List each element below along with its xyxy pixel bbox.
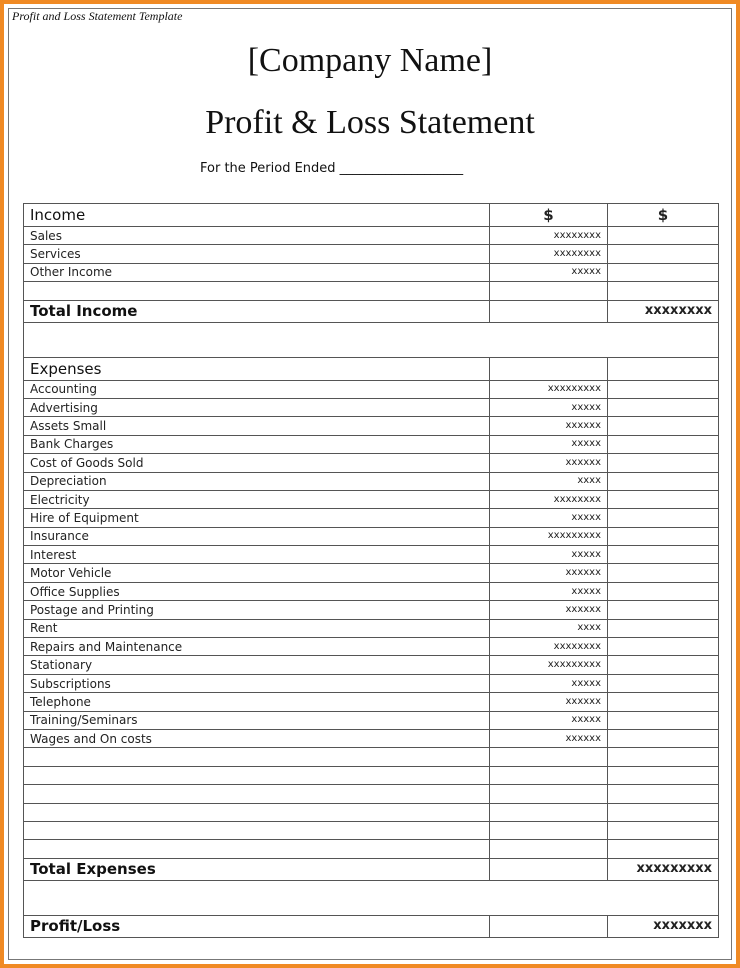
line-amount: xxxxx	[490, 711, 608, 729]
line-label: Subscriptions	[24, 674, 490, 692]
blank-cell	[608, 748, 719, 766]
profit-loss-label: Profit/Loss	[24, 915, 490, 937]
spacer-row	[24, 322, 719, 357]
total-expenses-row	[24, 858, 719, 880]
expense-row	[24, 619, 719, 637]
blank-cell	[24, 748, 490, 766]
spacer-cell	[24, 880, 719, 915]
blank-cell	[24, 785, 490, 803]
expense-row	[24, 674, 719, 692]
expense-row	[24, 546, 719, 564]
income-heading: Income	[24, 204, 490, 227]
line-label: Other Income	[24, 263, 490, 281]
line-amount: xxxxx	[490, 674, 608, 692]
total-cell	[608, 546, 719, 564]
line-amount: xxxxx	[490, 546, 608, 564]
total-income-amount: xxxxxxxx	[608, 300, 719, 322]
line-amount: xxxxxxxx	[490, 245, 608, 263]
line-amount: xxxxxxxxx	[490, 527, 608, 545]
blank-row	[24, 766, 719, 784]
blank-cell	[608, 785, 719, 803]
blank-cell	[24, 282, 490, 300]
total-cell	[608, 693, 719, 711]
expense-row	[24, 564, 719, 582]
blank-cell	[608, 282, 719, 300]
blank-cell	[490, 282, 608, 300]
expense-row	[24, 582, 719, 600]
blank-cell	[608, 821, 719, 839]
total-cell	[608, 509, 719, 527]
line-label: Advertising	[24, 398, 490, 416]
expense-row	[24, 472, 719, 490]
total-cell	[608, 729, 719, 747]
line-amount: xxxxx	[490, 398, 608, 416]
expense-row	[24, 490, 719, 508]
line-amount: xxxx	[490, 472, 608, 490]
blank-row	[24, 840, 719, 858]
line-amount: xxxxx	[490, 582, 608, 600]
income-row	[24, 245, 719, 263]
blank-cell	[490, 840, 608, 858]
line-label: Office Supplies	[24, 582, 490, 600]
blank-cell	[24, 840, 490, 858]
total-cell	[608, 263, 719, 281]
period-label: For the Period Ended ___________________	[200, 161, 464, 176]
blank-cell	[608, 803, 719, 821]
statement-table	[23, 203, 719, 938]
blank-cell	[490, 858, 608, 880]
line-label: Electricity	[24, 490, 490, 508]
line-amount: xxxxxx	[490, 417, 608, 435]
line-label: Insurance	[24, 527, 490, 545]
expense-row	[24, 435, 719, 453]
total-cell	[608, 564, 719, 582]
line-label: Interest	[24, 546, 490, 564]
income-row	[24, 263, 719, 281]
total-cell	[608, 417, 719, 435]
currency-col1: $	[490, 204, 608, 227]
line-label: Repairs and Maintenance	[24, 638, 490, 656]
blank-cell	[608, 357, 719, 380]
expense-row	[24, 417, 719, 435]
income-header-row	[24, 204, 719, 227]
line-label: Accounting	[24, 380, 490, 398]
expenses-heading: Expenses	[24, 357, 490, 380]
total-cell	[608, 601, 719, 619]
line-label: Training/Seminars	[24, 711, 490, 729]
income-row	[24, 227, 719, 245]
line-amount: xxxxxxxx	[490, 490, 608, 508]
line-amount: xxxxxx	[490, 729, 608, 747]
blank-cell	[490, 357, 608, 380]
expense-row	[24, 656, 719, 674]
line-amount: xxxx	[490, 619, 608, 637]
total-cell	[608, 472, 719, 490]
line-label: Bank Charges	[24, 435, 490, 453]
total-cell	[608, 227, 719, 245]
blank-cell	[24, 821, 490, 839]
total-expenses-amount: xxxxxxxxx	[608, 858, 719, 880]
blank-cell	[490, 748, 608, 766]
blank-cell	[490, 785, 608, 803]
blank-cell	[490, 821, 608, 839]
total-cell	[608, 454, 719, 472]
line-label: Postage and Printing	[24, 601, 490, 619]
line-label: Cost of Goods Sold	[24, 454, 490, 472]
line-amount: xxxxxxxxx	[490, 380, 608, 398]
blank-cell	[608, 766, 719, 784]
line-label: Assets Small	[24, 417, 490, 435]
line-amount: xxxxx	[490, 263, 608, 281]
line-label: Rent	[24, 619, 490, 637]
total-cell	[608, 656, 719, 674]
line-amount: xxxxxxxx	[490, 227, 608, 245]
blank-row	[24, 282, 719, 300]
total-cell	[608, 398, 719, 416]
expense-row	[24, 638, 719, 656]
total-cell	[608, 638, 719, 656]
template-title: Profit and Loss Statement Template	[12, 9, 183, 23]
line-amount: xxxxx	[490, 435, 608, 453]
line-amount: xxxxxx	[490, 601, 608, 619]
blank-row	[24, 785, 719, 803]
expense-row	[24, 693, 719, 711]
profit-loss-row	[24, 915, 719, 937]
blank-cell	[24, 766, 490, 784]
blank-row	[24, 748, 719, 766]
total-cell	[608, 490, 719, 508]
total-income-label: Total Income	[24, 300, 490, 322]
blank-cell	[490, 915, 608, 937]
line-amount: xxxxxxxxx	[490, 656, 608, 674]
blank-cell	[24, 803, 490, 821]
total-cell	[608, 619, 719, 637]
expense-row	[24, 454, 719, 472]
line-label: Telephone	[24, 693, 490, 711]
blank-row	[24, 803, 719, 821]
expense-row	[24, 729, 719, 747]
total-cell	[608, 380, 719, 398]
total-cell	[608, 711, 719, 729]
expense-row	[24, 398, 719, 416]
company-name: [Company Name]	[247, 42, 493, 79]
spacer-row	[24, 880, 719, 915]
total-cell	[608, 435, 719, 453]
line-label: Hire of Equipment	[24, 509, 490, 527]
blank-cell	[490, 300, 608, 322]
expense-row	[24, 711, 719, 729]
expense-row	[24, 380, 719, 398]
line-label: Stationary	[24, 656, 490, 674]
expenses-header-row	[24, 357, 719, 380]
total-cell	[608, 527, 719, 545]
line-amount: xxxxxx	[490, 454, 608, 472]
total-expenses-label: Total Expenses	[24, 858, 490, 880]
blank-cell	[608, 840, 719, 858]
line-label: Depreciation	[24, 472, 490, 490]
line-amount: xxxxxx	[490, 693, 608, 711]
statement-title: Profit & Loss Statement	[205, 104, 535, 141]
expense-row	[24, 601, 719, 619]
line-label: Sales	[24, 227, 490, 245]
line-label: Services	[24, 245, 490, 263]
total-cell	[608, 245, 719, 263]
total-cell	[608, 674, 719, 692]
total-income-row	[24, 300, 719, 322]
blank-row	[24, 821, 719, 839]
line-amount: xxxxxx	[490, 564, 608, 582]
profit-loss-amount: xxxxxxx	[608, 915, 719, 937]
line-label: Motor Vehicle	[24, 564, 490, 582]
total-cell	[608, 582, 719, 600]
currency-col2: $	[608, 204, 719, 227]
blank-cell	[490, 766, 608, 784]
expense-row	[24, 509, 719, 527]
blank-cell	[490, 803, 608, 821]
line-amount: xxxxx	[490, 509, 608, 527]
line-label: Wages and On costs	[24, 729, 490, 747]
expense-row	[24, 527, 719, 545]
spacer-cell	[24, 322, 719, 357]
line-amount: xxxxxxxx	[490, 638, 608, 656]
